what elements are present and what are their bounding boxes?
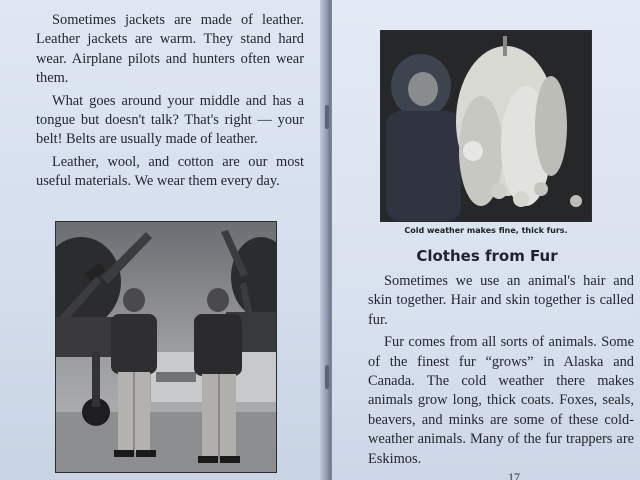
paragraph: What goes around your middle and has a tongue but doesn't talk? That's right — your belt! Belts are usually made of leather. <box>36 92 304 148</box>
photo-caption: Cold weather makes fine, thick furs. <box>404 226 568 235</box>
staple <box>325 365 329 389</box>
paragraph: Sometimes jackets are made of leather. Leather jackets are warm. They stand hard wear. Airplane pilots and hunters often wear them. <box>36 12 304 87</box>
left-page-text <box>36 11 304 195</box>
paragraph: Leather, wool, and cotton are our most useful materials. We wear them every day. <box>36 153 304 190</box>
furs-photo <box>380 30 592 222</box>
staple <box>325 105 329 129</box>
paragraph: Sometimes we use an animal's hair and skin together. Hair and skin together is called fur. <box>368 273 634 328</box>
page-number: 17 <box>508 470 520 480</box>
pilots-photo <box>55 221 277 473</box>
right-page-text <box>368 272 634 472</box>
right-page <box>332 0 640 480</box>
section-heading: Clothes from Fur <box>416 247 558 265</box>
paragraph: Fur comes from all sorts of animals. Some of the finest fur “grows” in Alaska and Canada. The cold weather there makes animals grow long, thick coats. Foxes, seals, beavers, and minks are some of these cold-weather animals. Many of the fur trappers are Eskimos. <box>368 334 634 467</box>
